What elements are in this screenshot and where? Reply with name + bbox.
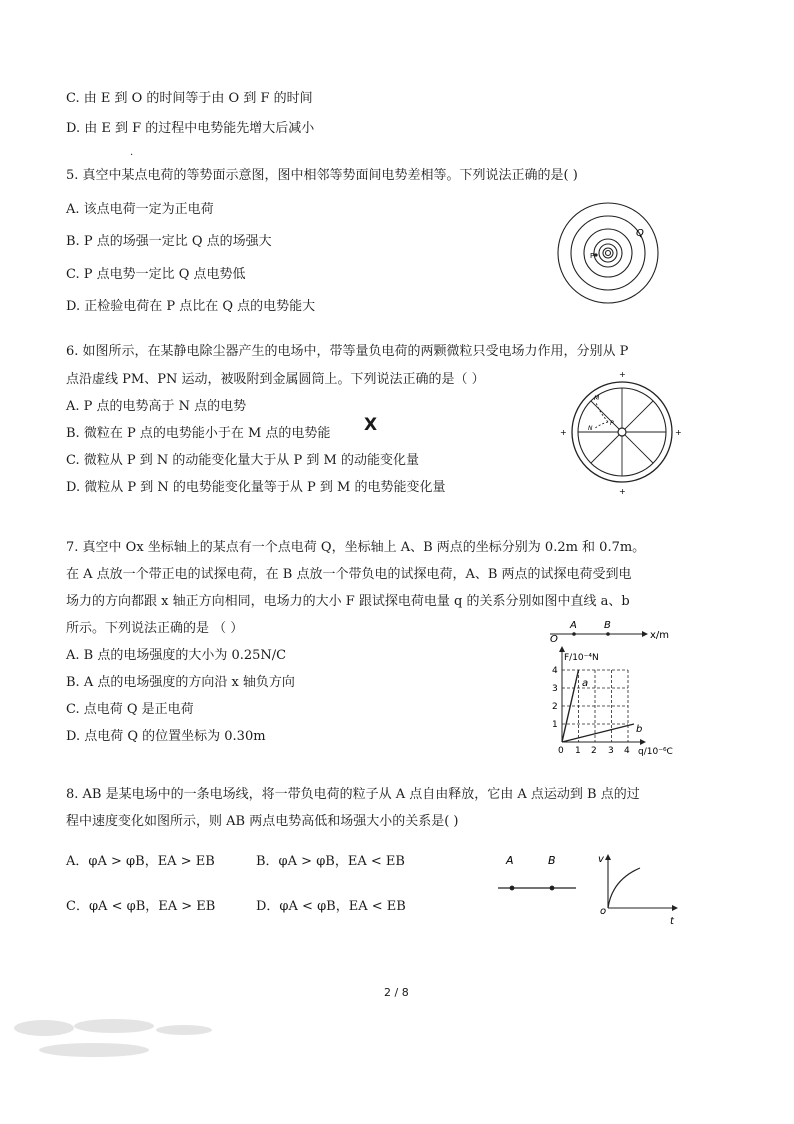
q5-stem: 5. 真空中某点电荷的等势面示意图，图中相邻等势面间电势差相等。下列说法正确的是( ) [66, 168, 578, 183]
y-tick-3: 3 [552, 684, 558, 694]
q6-precipitator-figure [558, 372, 686, 496]
y-tick-1: 1 [552, 720, 558, 730]
central-electrode [618, 428, 626, 436]
line-b-label: b [636, 724, 643, 735]
point-b [606, 632, 610, 636]
q8-stem-line2: 程中速度变化如图所示，则 AB 两点电势高低和场强大小的关系是( ) [66, 814, 459, 829]
q7-option-c: C. 点电荷 Q 是正电荷 [66, 702, 194, 717]
label-p: P [590, 252, 595, 260]
q5-option-c: C. P 点电势一定比 Q 点电势低 [66, 267, 246, 282]
label-p: P [610, 420, 614, 427]
plus-top: + [619, 372, 626, 379]
equipotential-ring-2 [571, 216, 645, 290]
q6-stem-line2: 点沿虚线 PM、PN 运动，被吸附到金属圆筒上。下列说法正确的是（ ） [66, 372, 485, 387]
x-tick-0: 0 [558, 746, 564, 756]
label-q: Q [636, 228, 644, 239]
y-tick-4: 4 [552, 666, 558, 676]
q7-stem-line2: 在 A 点放一个带正电的试探电荷，在 B 点放一个带负电的试探电荷，A、B 两点的试探电荷受到电 [66, 567, 632, 582]
grid-lines [562, 670, 628, 742]
f-axis-arrow [559, 646, 565, 652]
x-tick-1: 1 [575, 746, 581, 756]
equipotential-ring-7 [606, 251, 611, 256]
q-axis-arrow [640, 739, 646, 745]
q-axis-label: q/10⁻⁶C [638, 747, 673, 757]
f-axis-label: F/10⁻⁴N [564, 653, 599, 663]
q6-option-a: A. P 点的电势高于 N 点的电势 [66, 399, 247, 414]
handwritten-x-mark: X [364, 415, 378, 435]
equipotential-ring-4 [594, 239, 622, 267]
q8-option-b: B．φA > φB，EA < EB [256, 854, 405, 869]
q7-option-d: D. 点电荷 Q 的位置坐标为 0.30m [66, 729, 266, 744]
equipotential-ring-6 [603, 248, 613, 258]
q6-stem-line1: 6. 如图所示，在某静电除尘器产生的电场中，带等量负电荷的两颗微粒只受电场力作用，分别从 P [66, 344, 629, 359]
equipotential-ring-1 [558, 203, 658, 303]
q7-stem-line1: 7. 真空中 Ox 坐标轴上的某点有一个点电荷 Q，坐标轴上 A、B 两点的坐标分别为 0.2m 和 0.7m。 [66, 540, 646, 555]
label-t: t [670, 916, 674, 927]
line-a-label: a [582, 678, 589, 689]
q5-option-b: B. P 点的场强一定比 Q 点的场强大 [66, 234, 272, 249]
label-a: A [506, 854, 514, 867]
page-number: 2 / 8 [384, 986, 409, 999]
x-axis-label: x/m [650, 630, 670, 641]
q5-option-d: D. 正检验电荷在 P 点比在 Q 点的电势能大 [66, 299, 316, 314]
label-o: O [550, 634, 558, 645]
q7-option-b: B. A 点的电场强度的方向沿 x 轴负方向 [66, 675, 295, 690]
q6-option-d: D. 微粒从 P 到 N 的电势能变化量等于从 P 到 M 的电势能变化量 [66, 480, 446, 495]
label-b: B [548, 854, 556, 867]
point-a [572, 632, 576, 636]
label-o: o [600, 906, 607, 917]
plus-bottom: + [619, 487, 626, 496]
label-m: M [594, 395, 600, 402]
ox-axis-arrow [642, 631, 648, 637]
plus-right: + [675, 428, 682, 437]
q4-option-d: D. 由 E 到 F 的过程中电势能先增大后减小 [66, 121, 315, 136]
q8-option-c: C．φA < φB，EA > EB [66, 899, 216, 914]
t-axis-arrow [672, 905, 678, 911]
v-axis-arrow [605, 854, 611, 860]
q8-stem-line1: 8. AB 是某电场中的一条电场线，将一带负电荷的粒子从 A 点自由释放，它由 A 点运动到 B 点的过 [66, 787, 640, 802]
point-p [594, 253, 597, 256]
label-b-point: B [604, 620, 611, 631]
q7-force-charge-figure [544, 616, 690, 758]
x-tick-3: 3 [608, 746, 614, 756]
line-b [562, 724, 634, 742]
q6-option-c: C. 微粒从 P 到 N 的动能变化量大于从 P 到 M 的动能变化量 [66, 453, 419, 468]
point-a [510, 886, 515, 891]
q5-option-a: A. 该点电荷一定为正电荷 [66, 202, 214, 217]
q8-velocity-time-figure [594, 850, 684, 932]
label-v: v [598, 854, 604, 865]
path-pn [594, 422, 608, 429]
scan-smudge [4, 1010, 234, 1070]
q7-stem-line3: 场力的方向都跟 x 轴正方向相同，电场力的大小 F 跟试探电荷电量 q 的关系分别如图中直线 a、b [66, 594, 630, 609]
point-b [550, 886, 555, 891]
q8-option-d: D．φA < φB，EA < EB [256, 899, 406, 914]
stray-dot: · [130, 150, 134, 161]
x-tick-2: 2 [591, 746, 597, 756]
q5-equipotential-figure [556, 200, 666, 310]
q8-option-a: A．φA > φB，EA > EB [66, 854, 215, 869]
q7-stem-line4: 所示。下列说法正确的是 （ ） [66, 621, 244, 636]
v-t-curve [608, 868, 640, 908]
label-a-point: A [570, 620, 577, 631]
label-n: N [588, 425, 593, 432]
plus-left: + [560, 428, 567, 437]
equipotential-ring-5 [599, 244, 617, 262]
y-tick-2: 2 [552, 702, 558, 712]
q8-field-line-figure [494, 850, 584, 900]
q6-option-b: B. 微粒在 P 点的电势能小于在 M 点的电势能 [66, 426, 331, 441]
x-tick-4: 4 [624, 746, 630, 756]
q7-option-a: A. B 点的电场强度的大小为 0.25N/C [66, 648, 287, 663]
q4-option-c: C. 由 E 到 O 的时间等于由 O 到 F 的时间 [66, 91, 313, 106]
